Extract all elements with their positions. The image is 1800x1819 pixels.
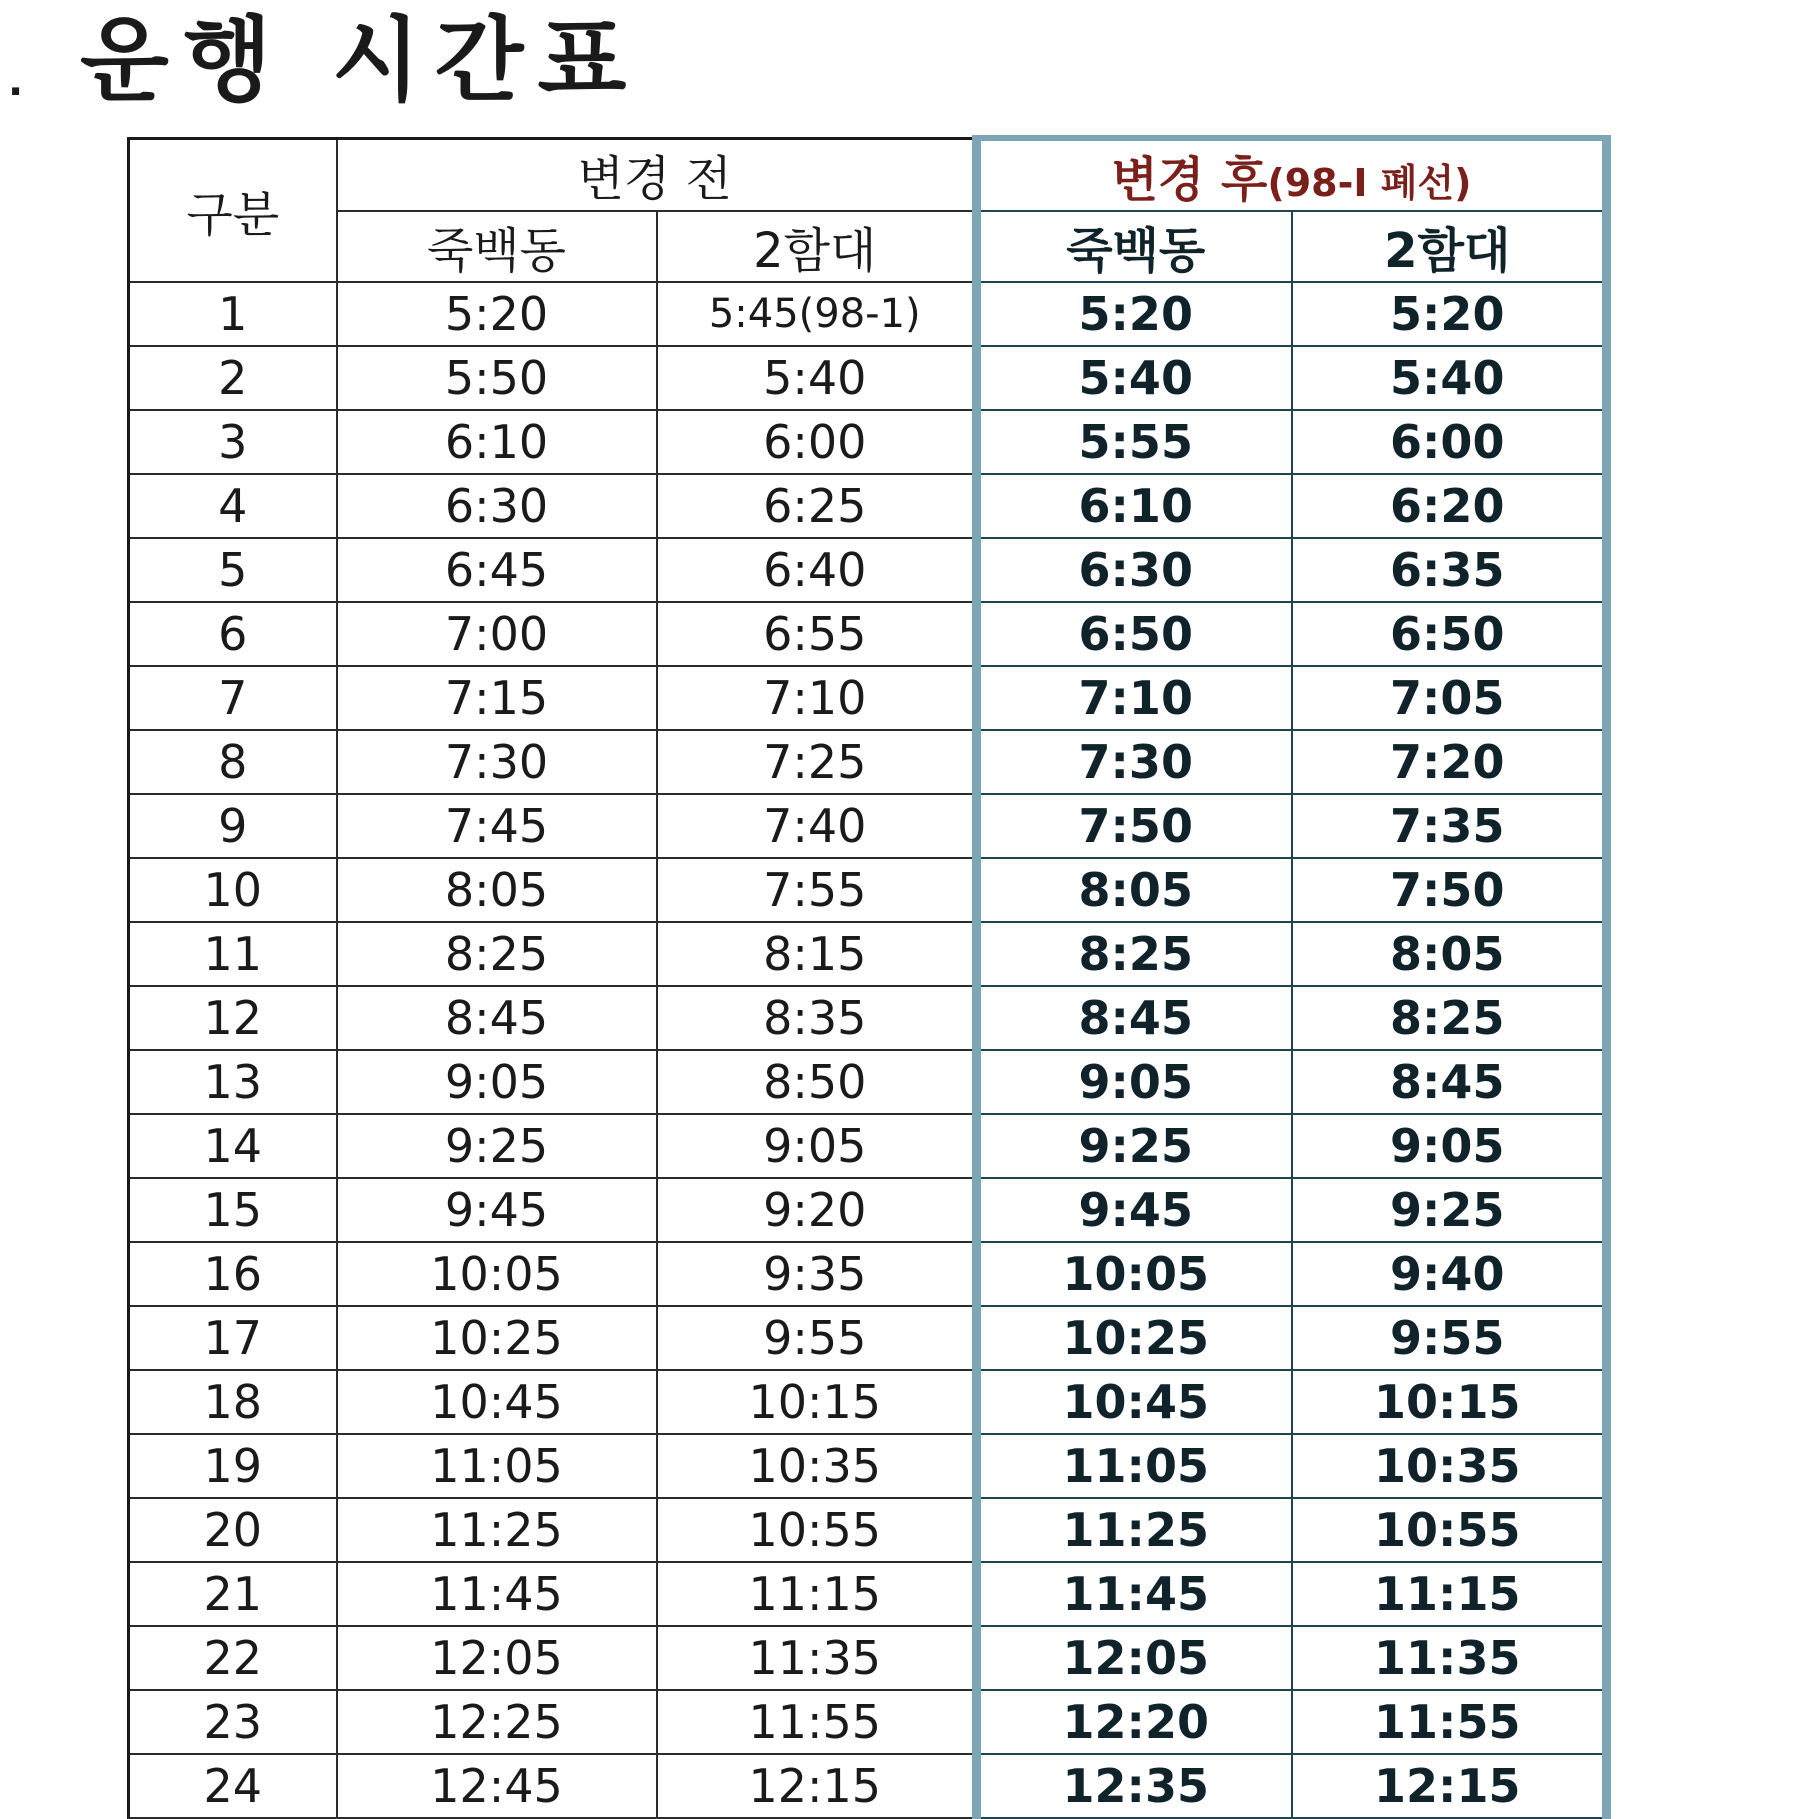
before-jukbaekdong-cell: 7:00 [337, 602, 657, 666]
row-number-cell: 16 [129, 1242, 337, 1306]
after-jukbaekdong-cell: 10:45 [977, 1370, 1292, 1434]
after-2hamdae-cell: 10:15 [1292, 1370, 1607, 1434]
after-2hamdae-cell: 9:05 [1292, 1114, 1607, 1178]
before-2hamdae-cell: 7:10 [657, 666, 977, 730]
before-group-header: 변경 전 [337, 138, 977, 211]
before-jukbaekdong-cell: 7:15 [337, 666, 657, 730]
before-jukbaekdong-cell: 8:05 [337, 858, 657, 922]
row-number-cell: 4 [129, 474, 337, 538]
table-row [129, 1434, 1607, 1498]
table-row [129, 986, 1607, 1050]
page-title: 운행 시간표 [80, 7, 641, 114]
before-jukbaekdong-cell: 10:05 [337, 1242, 657, 1306]
timetable-body [129, 282, 1607, 1818]
after-2hamdae-cell: 10:55 [1292, 1498, 1607, 1562]
after-jukbaekdong-cell: 6:10 [977, 474, 1292, 538]
before-2hamdae-cell: 8:50 [657, 1050, 977, 1114]
table-row [129, 1690, 1607, 1754]
after-label: 변경 후 [1111, 152, 1268, 208]
after-jukbaekdong-cell: 6:30 [977, 538, 1292, 602]
before-jukbaekdong-cell: 6:45 [337, 538, 657, 602]
corner-header: 구분 [129, 138, 337, 282]
after-jukbaekdong-cell: 12:35 [977, 1754, 1292, 1818]
after-2hamdae-cell: 7:05 [1292, 666, 1607, 730]
row-number-cell: 11 [129, 922, 337, 986]
table-row [129, 1178, 1607, 1242]
row-number-cell: 15 [129, 1178, 337, 1242]
after-2hamdae-cell: 6:00 [1292, 410, 1607, 474]
before-jukbaekdong-cell: 11:05 [337, 1434, 657, 1498]
before-2hamdae-cell: 9:35 [657, 1242, 977, 1306]
after-jukbaekdong-cell: 5:20 [977, 282, 1292, 346]
after-jukbaekdong-cell: 11:25 [977, 1498, 1292, 1562]
after-2hamdae-cell: 8:45 [1292, 1050, 1607, 1114]
before-2hamdae-cell: 8:15 [657, 922, 977, 986]
after-2hamdae-cell: 12:15 [1292, 1754, 1607, 1818]
after-jukbaekdong-cell: 6:50 [977, 602, 1292, 666]
after-jukbaekdong-cell: 11:05 [977, 1434, 1292, 1498]
after-2hamdae-cell: 5:20 [1292, 282, 1607, 346]
after-jukbaekdong-cell: 9:45 [977, 1178, 1292, 1242]
row-number-cell: 18 [129, 1370, 337, 1434]
table-row [129, 410, 1607, 474]
after-jukbaekdong-cell: 7:30 [977, 730, 1292, 794]
after-col-jukbaekdong: 죽백동 [977, 211, 1292, 282]
after-jukbaekdong-cell: 11:45 [977, 1562, 1292, 1626]
after-col-2hamdae: 2함대 [1292, 211, 1607, 282]
timetable-table [127, 135, 1611, 1819]
table-row [129, 1114, 1607, 1178]
before-2hamdae-cell: 11:55 [657, 1690, 977, 1754]
timetable [127, 135, 1605, 1813]
after-2hamdae-cell: 8:25 [1292, 986, 1607, 1050]
after-jukbaekdong-cell: 5:55 [977, 410, 1292, 474]
before-jukbaekdong-cell: 9:05 [337, 1050, 657, 1114]
row-number-cell: 23 [129, 1690, 337, 1754]
before-jukbaekdong-cell: 7:30 [337, 730, 657, 794]
after-2hamdae-cell: 8:05 [1292, 922, 1607, 986]
after-jukbaekdong-cell: 7:50 [977, 794, 1292, 858]
before-col-2hamdae: 2함대 [657, 211, 977, 282]
row-number-cell: 22 [129, 1626, 337, 1690]
before-jukbaekdong-cell: 8:45 [337, 986, 657, 1050]
row-number-cell: 12 [129, 986, 337, 1050]
before-jukbaekdong-cell: 11:25 [337, 1498, 657, 1562]
before-jukbaekdong-cell: 12:45 [337, 1754, 657, 1818]
before-2hamdae-cell: 10:35 [657, 1434, 977, 1498]
row-number-cell: 7 [129, 666, 337, 730]
row-number-cell: 10 [129, 858, 337, 922]
table-row [129, 346, 1607, 410]
before-2hamdae-cell: 5:45(98-1) [657, 282, 977, 346]
after-2hamdae-cell: 6:20 [1292, 474, 1607, 538]
after-jukbaekdong-cell: 8:05 [977, 858, 1292, 922]
after-2hamdae-cell: 6:50 [1292, 602, 1607, 666]
table-row [129, 858, 1607, 922]
table-row [129, 794, 1607, 858]
after-jukbaekdong-cell: 10:05 [977, 1242, 1292, 1306]
row-number-cell: 8 [129, 730, 337, 794]
after-2hamdae-cell: 7:20 [1292, 730, 1607, 794]
before-jukbaekdong-cell: 7:45 [337, 794, 657, 858]
table-row [129, 282, 1607, 346]
after-jukbaekdong-cell: 5:40 [977, 346, 1292, 410]
table-row [129, 474, 1607, 538]
table-row [129, 602, 1607, 666]
before-jukbaekdong-cell: 8:25 [337, 922, 657, 986]
after-2hamdae-cell: 9:25 [1292, 1178, 1607, 1242]
before-jukbaekdong-cell: 5:20 [337, 282, 657, 346]
after-2hamdae-cell: 9:40 [1292, 1242, 1607, 1306]
table-row [129, 1562, 1607, 1626]
before-jukbaekdong-cell: 10:45 [337, 1370, 657, 1434]
row-number-cell: 14 [129, 1114, 337, 1178]
table-row [129, 1754, 1607, 1818]
row-number-cell: 5 [129, 538, 337, 602]
after-2hamdae-cell: 11:15 [1292, 1562, 1607, 1626]
row-number-cell: 24 [129, 1754, 337, 1818]
after-jukbaekdong-cell: 9:25 [977, 1114, 1292, 1178]
table-row [129, 1626, 1607, 1690]
before-jukbaekdong-cell: 6:10 [337, 410, 657, 474]
before-2hamdae-cell: 7:55 [657, 858, 977, 922]
row-number-cell: 3 [129, 410, 337, 474]
after-note: (98-I 폐선) [1267, 161, 1472, 205]
before-2hamdae-cell: 11:35 [657, 1626, 977, 1690]
before-jukbaekdong-cell: 9:25 [337, 1114, 657, 1178]
after-2hamdae-cell: 6:35 [1292, 538, 1607, 602]
after-2hamdae-cell: 5:40 [1292, 346, 1607, 410]
table-row [129, 538, 1607, 602]
row-number-cell: 20 [129, 1498, 337, 1562]
before-jukbaekdong-cell: 10:25 [337, 1306, 657, 1370]
before-2hamdae-cell: 9:20 [657, 1178, 977, 1242]
before-jukbaekdong-cell: 9:45 [337, 1178, 657, 1242]
row-number-cell: 13 [129, 1050, 337, 1114]
table-row [129, 1370, 1607, 1434]
before-jukbaekdong-cell: 12:05 [337, 1626, 657, 1690]
before-jukbaekdong-cell: 12:25 [337, 1690, 657, 1754]
before-2hamdae-cell: 10:55 [657, 1498, 977, 1562]
after-2hamdae-cell: 7:50 [1292, 858, 1607, 922]
before-2hamdae-cell: 7:25 [657, 730, 977, 794]
table-row [129, 730, 1607, 794]
table-row [129, 1050, 1607, 1114]
after-jukbaekdong-cell: 12:05 [977, 1626, 1292, 1690]
before-jukbaekdong-cell: 11:45 [337, 1562, 657, 1626]
before-2hamdae-cell: 6:55 [657, 602, 977, 666]
after-2hamdae-cell: 10:35 [1292, 1434, 1607, 1498]
after-jukbaekdong-cell: 9:05 [977, 1050, 1292, 1114]
before-2hamdae-cell: 12:15 [657, 1754, 977, 1818]
before-2hamdae-cell: 7:40 [657, 794, 977, 858]
before-2hamdae-cell: 6:25 [657, 474, 977, 538]
table-row [129, 1242, 1607, 1306]
before-2hamdae-cell: 9:55 [657, 1306, 977, 1370]
after-2hamdae-cell: 9:55 [1292, 1306, 1607, 1370]
row-number-cell: 6 [129, 602, 337, 666]
before-col-jukbaekdong: 죽백동 [337, 211, 657, 282]
header-row-groups [129, 138, 1607, 211]
row-number-cell: 17 [129, 1306, 337, 1370]
after-jukbaekdong-cell: 8:25 [977, 922, 1292, 986]
after-jukbaekdong-cell: 8:45 [977, 986, 1292, 1050]
after-2hamdae-cell: 11:35 [1292, 1626, 1607, 1690]
after-jukbaekdong-cell: 10:25 [977, 1306, 1292, 1370]
row-number-cell: 19 [129, 1434, 337, 1498]
row-number-cell: 21 [129, 1562, 337, 1626]
before-2hamdae-cell: 9:05 [657, 1114, 977, 1178]
before-jukbaekdong-cell: 5:50 [337, 346, 657, 410]
section-bullet: . [8, 59, 24, 105]
before-2hamdae-cell: 10:15 [657, 1370, 977, 1434]
row-number-cell: 2 [129, 346, 337, 410]
before-2hamdae-cell: 6:40 [657, 538, 977, 602]
row-number-cell: 1 [129, 282, 337, 346]
before-2hamdae-cell: 11:15 [657, 1562, 977, 1626]
before-2hamdae-cell: 5:40 [657, 346, 977, 410]
header-row-columns [129, 211, 1607, 282]
table-row [129, 1306, 1607, 1370]
table-row [129, 666, 1607, 730]
after-jukbaekdong-cell: 12:20 [977, 1690, 1292, 1754]
after-jukbaekdong-cell: 7:10 [977, 666, 1292, 730]
after-group-header [977, 138, 1607, 211]
after-2hamdae-cell: 7:35 [1292, 794, 1607, 858]
after-2hamdae-cell: 11:55 [1292, 1690, 1607, 1754]
row-number-cell: 9 [129, 794, 337, 858]
table-row [129, 922, 1607, 986]
before-2hamdae-cell: 8:35 [657, 986, 977, 1050]
before-jukbaekdong-cell: 6:30 [337, 474, 657, 538]
table-row [129, 1498, 1607, 1562]
before-2hamdae-cell: 6:00 [657, 410, 977, 474]
